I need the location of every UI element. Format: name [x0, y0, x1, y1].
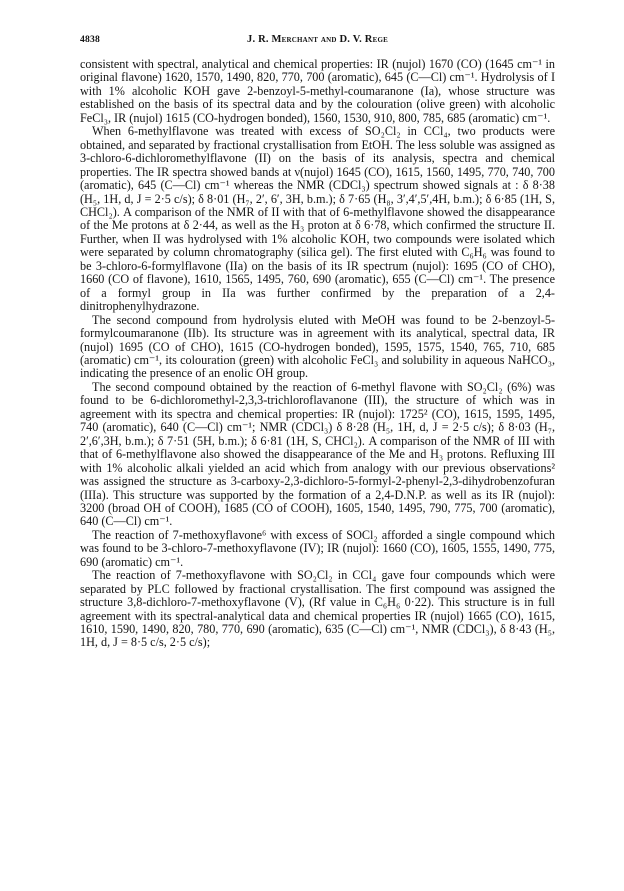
paragraph-6: The reaction of 7-methoxyflavone with SO₂Cl₂ in CCl₄ gave four compounds which were separated by PLC followed by fractional crystallisation. The first compound was assigned the structure 3,8-dichloro-7-methoxyflavone (V), (Rf value in C₆H₆ 0·22). This structure is in full agreement with its spectral-analytical data and chemical properties IR (nujol) 1665 (CO), 1615, 1610, 1590, 1490, 820, 780, 770, 690 (aromatic), 635 (C—Cl) cm⁻¹, NMR (CDCl₃), δ 8·43 (H₅, 1H, d, J = 8·5 c/s, 2·5 c/s); — [80, 568, 555, 650]
paragraph-1: consistent with spectral, analytical and chemical properties: IR (nujol) 1670 (CO) (1645 cm⁻¹ in original flavone) 1620, 1570, 1490, 820, 770, 700 (aromatic), 645 (C—Cl) cm⁻¹. Hydrolysis of I with 1% alcoholic KOH gave 2-benzoyl-5-methyl-coumaranone (Ia), whose structure was established on the basis of its spectral data and by the colouration (olive green) with alcoholic FeCl₃, IR (nujol) 1615 (CO-hydrogen bonded), 1560, 1530, 910, 800, 785, 685 (aromatic) cm⁻¹. — [80, 57, 555, 125]
page-number: 4838 — [80, 34, 100, 45]
paragraph-2: When 6-methylflavone was treated with excess of SO₂Cl₂ in CCl₄, two products were obtained, and separated by fractional crystallisation from EtOH. The less soluble was assigned as 3-chloro-6-dichloromethylflavone (II) on the basis of its analysis, spectra and chemical properties. The IR spectra showed bands at ν(nujol) 1645 (CO), 1615, 1560, 1495, 770, 740, 700 (aromatic), 645 (C—Cl) cm⁻¹ whereas the NMR (CDCl₃) spectrum showed signals at : δ 8·38 (H₅, 1H, d, J = 2·5 c/s); δ 8·01 (H₇, 2′, 6′, 3H, b.m.); δ 7·65 (H₈, 3′,4′,5′,4H, b.m.); δ 6·85 (1H, S, CHCl₂). A comparison of the NMR of II with that of 6-methylflavone showed the disappearance of the Me protons at δ 2·44, as well as the H₃ proton at δ 6·78, which confirmed the structure II. Further, when II was hydrolysed with 1% alcoholic KOH, two compounds were isolated which were separated by column chromatography (silica gel). The first eluted with C₆H₆ was found to be 3-chloro-6-formylflavone (IIa) on the basis of its IR spectrum (nujol): 1695 (CO of CHO), 1660 (CO of flavone), 1610, 1565, 1495, 760, 690 (aromatic), 655 (C—Cl) cm⁻¹. The presence of a formyl group in IIa was further confirmed by the preparation of a 2,4-dinitrophenylhydrazone. — [80, 124, 555, 314]
running-title: J. R. Merchant and D. V. Rege — [247, 34, 388, 45]
article-body — [80, 58, 555, 650]
paragraph-4: The second compound obtained by the reaction of 6-methyl flavone with SO₂Cl₂ (6%) was found to be 6-dichloromethyl-2,3,3-trichloroflavanone (III), the structure of which was in agreement with its spectra and chemical properties: IR (nujol): 1725² (CO), 1615, 1595, 1495, 740 (aromatic), 640 (C—Cl) cm⁻¹; NMR (CDCl₃) δ 8·28 (H₅, 1H, d, J = 2·5 c/s); δ 8·03 (H₇, 2′,6′,3H, b.m.); δ 7·51 (5H, b.m.); δ 6·81 (1H, S, CHCl₂). A comparison of the NMR of III with that of 6-methylflavone also showed the disappearance of the Me and H₃ protons. Refluxing III with 1% alcoholic alkali yielded an acid which from analogy with our previous observations² was assigned the structure as 3-carboxy-2,3-dichloro-5-formyl-2-phenyl-2,3-dihydrobenzofuran (IIIa). This structure was supported by the formation of a 2,4-D.N.P. as well as its IR (nujol): 3200 (broad OH of COOH), 1685 (CO of COOH), 1605, 1540, 1495, 790, 775, 700 (aromatic), 640 (C—Cl) cm⁻¹. — [80, 379, 555, 529]
paragraph-3: The second compound from hydrolysis eluted with MeOH was found to be 2-benzoyl-5-formylcoumaranone (IIb). Its structure was in agreement with its analytical, spectral data, IR (nujol) 1695 (CO of CHO), 1615 (CO-hydrogen bonded), 1595, 1575, 1540, 765, 710, 685 (aromatic) cm⁻¹, its colouration (green) with alcoholic FeCl₃ and solubility in aqueous NaHCO₃, indicating the presence of an enolic OH group. — [80, 312, 555, 381]
page-header — [80, 34, 555, 48]
paragraph-5: The reaction of 7-methoxyflavone⁶ with excess of SOCl₂ afforded a single compound which was found to be 3-chloro-7-methoxyflavone (IV); IR (nujol): 1660 (CO), 1605, 1555, 1490, 775, 690 (aromatic) cm⁻¹. — [80, 527, 555, 569]
